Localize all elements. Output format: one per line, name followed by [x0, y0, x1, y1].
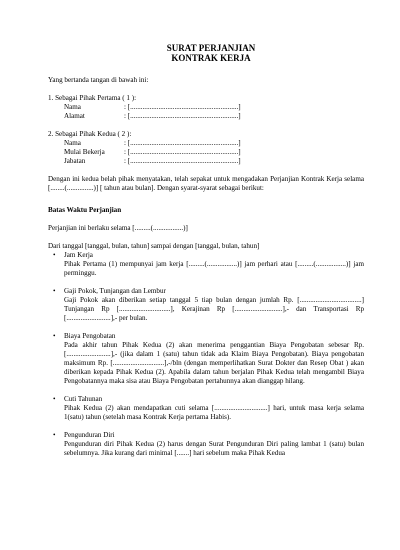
list-item-body: Pada akhir tahun Pihak Kedua (2) akan menerima penggantian Biaya Pengobatan sebesar Rp. [.........................],- (jika dalam 1 (satu) tahun tidak ada Klaim Biaya Pengobatan). Biaya pengobatan maksimum Rp. [.............................],-/bln (dengan memperlihatkan Surat Dokter dan Resep Obat ) akan diberikan kepada Pihak Kedua (2). Apabila dalam tahun berjalan Pihak Kedua telah mengambil Biaya Pengobatannya maka sisa atau Biaya Pengobatan pertahunnya akan dianggap hilang.: [64, 341, 364, 385]
list-item-body: Gaji Pokok akan diberikan setiap tanggal 5 tiap bulan dengan jumlah Rp. [...................................] Tunjangan Rp [.............................], Kerajinan Rp [...........................],- dan Transportasi Rp [.........................],- per bulan.: [64, 296, 364, 322]
party2-mulai-label: Mulai Bekerja: [64, 148, 105, 156]
party2-jabatan-value: : [.............................................................]: [124, 157, 241, 165]
list-item-body: Pihak Pertama (1) mempunyai jam kerja [.........(.................)] jam perhari atau [.........(.................)] jam perminggu.: [64, 260, 364, 277]
list-item-title: Pengunduran Diri: [64, 431, 115, 439]
party2-jabatan-row: [64, 157, 364, 166]
party1-nama-row: [64, 103, 364, 112]
date-range-text: Dari tanggal [tanggal, bulan, tahun] sampai dengan [tanggal, bulan, tahun]: [48, 242, 260, 250]
party2-nama-row: [64, 139, 364, 148]
document-title-line2: KONTRAK KERJA: [171, 53, 251, 63]
party1-nama-label: Nama: [64, 103, 81, 111]
bullet-icon: •: [53, 287, 56, 295]
agreement-paragraph: Dengan ini kedua belah pihak menyatakan, telah sepakat untuk mengadakan Perjanjian Kontrak Kerja selama [........(...............)] [ tahun atau bulan]. Dengan syarat-syarat sebagai berikut:: [48, 175, 364, 192]
list-item-title: Biaya Pengobatan: [64, 332, 116, 340]
list-item-title: Cuti Tahunan: [64, 395, 103, 403]
list-item: [48, 251, 364, 260]
intro-text: Yang bertanda tangan di bawah ini:: [48, 76, 149, 84]
list-item-body: Pihak Kedua (2) akan mendapatkan cuti selama [..............................] hari, untuk masa kerja selama 1(satu) tahun (setelah masa Kontrak Kerja pertama Habis).: [64, 404, 364, 421]
party2-heading: 2. Sebagai Pihak Kedua ( 2 ):: [48, 130, 132, 138]
party1-alamat-label: Alamat: [64, 112, 85, 120]
party1-alamat-value: : [.............................................................]: [124, 112, 241, 120]
bullet-icon: •: [53, 431, 56, 439]
party2-nama-label: Nama: [64, 139, 81, 147]
bullet-icon: •: [53, 395, 56, 403]
list-item-title: Gaji Pokok, Tunjangan dan Lembur: [64, 287, 166, 295]
party2-nama-value: : [.............................................................]: [124, 139, 241, 147]
party2-jabatan-label: Jabatan: [64, 157, 86, 165]
bullet-icon: •: [53, 332, 56, 340]
list-item: [48, 332, 364, 341]
party2-mulai-row: [64, 148, 364, 157]
list-item-title: Jam Kerja: [64, 251, 93, 259]
list-item: [48, 287, 364, 296]
bullet-icon: •: [53, 251, 56, 259]
document-title-line1: SURAT PERJANJIAN: [166, 43, 256, 53]
list-item: [48, 431, 364, 440]
party1-alamat-row: [64, 112, 364, 121]
section-title: Batas Waktu Perjanjian: [48, 206, 122, 214]
party2-mulai-value: : [.............................................................]: [124, 148, 241, 156]
party1-heading: 1. Sebagai Pihak Pertama ( 1 ):: [48, 94, 137, 102]
list-item: [48, 395, 364, 404]
duration-text: Perjanjian ini berlaku selama [.........(.................)]: [48, 224, 188, 232]
party1-nama-value: : [.............................................................]: [124, 103, 241, 111]
list-item-body: Pengunduran diri Pihak Kedua (2) harus dengan Surat Pengunduran Diri paling lambat 1 (satu) bulan sebelumnya. Jika kurang dari minimal [.......] hari sebelum maka Pihak Kedua: [64, 440, 364, 457]
